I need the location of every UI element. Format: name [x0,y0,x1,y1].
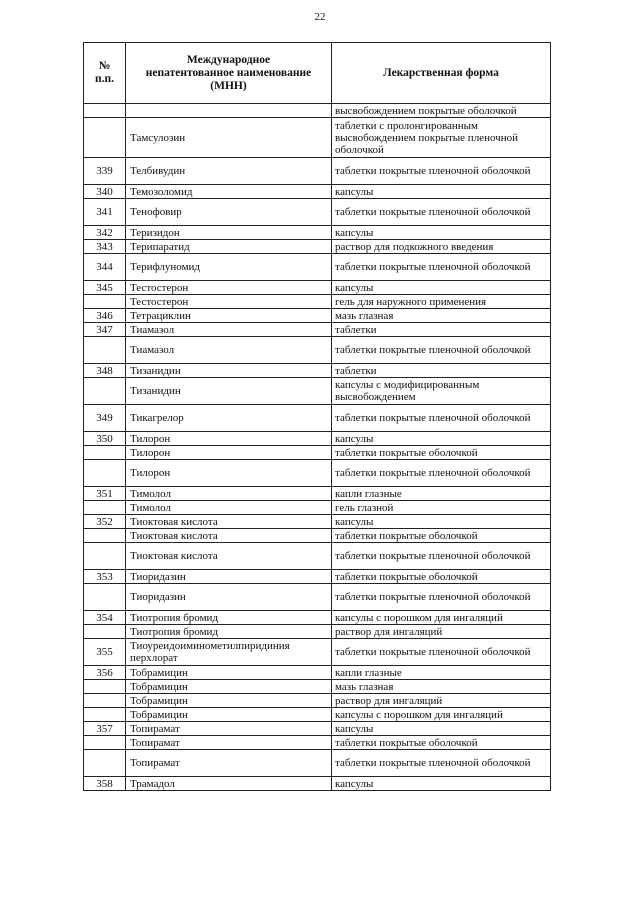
row-number-cell: 344 [84,254,126,281]
table-row [84,254,551,281]
dosage-form-cell: гель для наружного применения [332,295,551,309]
row-number-cell: 340 [84,185,126,199]
dosage-form-cell: раствор для ингаляций [332,694,551,708]
table-row [84,529,551,543]
row-number-cell: 351 [84,487,126,501]
drug-name-cell: Тенофовир [126,199,332,226]
drug-name-cell: Топирамат [126,736,332,750]
row-number-cell [84,501,126,515]
drug-name-cell: Тетрациклин [126,309,332,323]
row-number-cell: 353 [84,570,126,584]
dosage-form-cell: капли глазные [332,487,551,501]
row-number-cell: 341 [84,199,126,226]
header-inn-name [126,43,332,104]
dosage-form-cell: таблетки покрытые оболочкой [332,570,551,584]
header-dosage-form [332,43,551,104]
drug-name-cell: Тиоктовая кислота [126,543,332,570]
table-row [84,281,551,295]
table-row [84,378,551,405]
dosage-form-cell: таблетки покрытые пленочной оболочкой [332,199,551,226]
drug-name-cell: Тобрамицин [126,708,332,722]
row-number-cell: 347 [84,323,126,337]
drug-name-cell: Тестостерон [126,281,332,295]
dosage-form-cell: капсулы с порошком для ингаляций [332,708,551,722]
drug-name-cell: Тилорон [126,432,332,446]
row-number-cell [84,446,126,460]
table-row [84,118,551,158]
table-header-row [84,43,551,104]
drug-name-cell: Тиоуреидоиминометилпиридиния перхлорат [126,639,332,666]
table-row [84,543,551,570]
dosage-form-cell: таблетки покрытые оболочкой [332,736,551,750]
row-number-cell: 357 [84,722,126,736]
drug-name-cell: Топирамат [126,722,332,736]
drug-name-cell: Тиотропия бромид [126,625,332,639]
row-number-cell: 345 [84,281,126,295]
dosage-form-cell: капсулы с модифицированным высвобождением [332,378,551,405]
table-row [84,405,551,432]
drug-name-cell: Тиоктовая кислота [126,529,332,543]
dosage-form-cell: капсулы [332,281,551,295]
table-row [84,446,551,460]
row-number-cell [84,543,126,570]
drug-name-cell: Тиотропия бромид [126,611,332,625]
table-row [84,104,551,118]
row-number-cell: 350 [84,432,126,446]
table-row [84,323,551,337]
drug-name-cell: Тизанидин [126,364,332,378]
drug-name-cell: Телбивудин [126,158,332,185]
row-number-cell: 355 [84,639,126,666]
table-row [84,584,551,611]
drug-name-cell: Топирамат [126,750,332,777]
table-row [84,460,551,487]
table-row [84,777,551,791]
table-row [84,639,551,666]
drug-name-cell: Тилорон [126,460,332,487]
dosage-form-cell: капсулы [332,777,551,791]
drug-name-cell: Тиамазол [126,337,332,364]
row-number-cell: 349 [84,405,126,432]
row-number-cell [84,694,126,708]
row-number-cell [84,118,126,158]
drug-name-cell: Тимолол [126,487,332,501]
drug-list-table [83,42,551,791]
drug-name-cell: Тикагрелор [126,405,332,432]
table-row [84,487,551,501]
dosage-form-cell: таблетки [332,323,551,337]
row-number-cell: 342 [84,226,126,240]
table-row [84,722,551,736]
header-dosage-form-label: Лекарственная форма [383,66,499,79]
drug-name-cell: Тиоридазин [126,584,332,611]
row-number-cell: 352 [84,515,126,529]
drug-name-cell: Тамсулозин [126,118,332,158]
table-body [84,104,551,791]
header-number [84,43,126,104]
row-number-cell [84,736,126,750]
table-row [84,625,551,639]
row-number-cell [84,460,126,487]
row-number-cell [84,378,126,405]
row-number-cell: 339 [84,158,126,185]
dosage-form-cell: раствор для подкожного введения [332,240,551,254]
drug-name-cell: Терипаратид [126,240,332,254]
drug-name-cell: Тобрамицин [126,680,332,694]
table-row [84,240,551,254]
table-row [84,694,551,708]
table-row [84,199,551,226]
row-number-cell [84,708,126,722]
dosage-form-cell: таблетки покрытые пленочной оболочкой [332,405,551,432]
drug-name-cell [126,104,332,118]
dosage-form-cell: таблетки покрытые пленочной оболочкой [332,639,551,666]
dosage-form-cell: капсулы [332,515,551,529]
row-number-cell [84,625,126,639]
dosage-form-cell: таблетки покрытые пленочной оболочкой [332,158,551,185]
dosage-form-cell: таблетки покрытые оболочкой [332,529,551,543]
table-row [84,570,551,584]
drug-name-cell: Терифлуномид [126,254,332,281]
table-row [84,736,551,750]
drug-name-cell: Тобрамицин [126,694,332,708]
drug-name-cell: Тобрамицин [126,666,332,680]
header-number-label: № п.п. [94,60,114,85]
row-number-cell: 358 [84,777,126,791]
drug-name-cell: Теризидон [126,226,332,240]
dosage-form-cell: таблетки покрытые пленочной оболочкой [332,543,551,570]
drug-name-cell: Трамадол [126,777,332,791]
table-row [84,515,551,529]
table-row [84,226,551,240]
dosage-form-cell: капсулы с порошком для ингаляций [332,611,551,625]
table-row [84,680,551,694]
table-row [84,708,551,722]
table-row [84,158,551,185]
row-number-cell [84,104,126,118]
row-number-cell [84,337,126,364]
row-number-cell: 354 [84,611,126,625]
drug-name-cell: Тиоридазин [126,570,332,584]
dosage-form-cell: раствор для ингаляций [332,625,551,639]
table-row [84,364,551,378]
dosage-form-cell: таблетки с пролонгированным высвобождением покрытые пленочной оболочкой [332,118,551,158]
page-number: 22 [314,11,326,23]
dosage-form-cell: таблетки покрытые пленочной оболочкой [332,254,551,281]
dosage-form-cell: капсулы [332,185,551,199]
dosage-form-cell: капсулы [332,432,551,446]
dosage-form-cell: таблетки покрытые пленочной оболочкой [332,584,551,611]
row-number-cell: 356 [84,666,126,680]
table-row [84,666,551,680]
drug-name-cell: Тимолол [126,501,332,515]
table-row [84,750,551,777]
dosage-form-cell: таблетки покрытые пленочной оболочкой [332,337,551,364]
row-number-cell [84,680,126,694]
row-number-cell [84,750,126,777]
drug-name-cell: Тизанидин [126,378,332,405]
dosage-form-cell: капли глазные [332,666,551,680]
table-row [84,611,551,625]
table-row [84,185,551,199]
dosage-form-cell: таблетки покрытые пленочной оболочкой [332,750,551,777]
dosage-form-cell: таблетки покрытые оболочкой [332,446,551,460]
table-row [84,295,551,309]
dosage-form-cell: мазь глазная [332,680,551,694]
drug-name-cell: Тиоктовая кислота [126,515,332,529]
row-number-cell [84,584,126,611]
table-row [84,432,551,446]
dosage-form-cell: капсулы [332,722,551,736]
dosage-form-cell: мазь глазная [332,309,551,323]
row-number-cell: 343 [84,240,126,254]
drug-name-cell: Тилорон [126,446,332,460]
table-row [84,337,551,364]
drug-name-cell: Темозоломид [126,185,332,199]
table-row [84,309,551,323]
drug-name-cell: Тиамазол [126,323,332,337]
row-number-cell [84,529,126,543]
dosage-form-cell: таблетки [332,364,551,378]
header-inn-name-label: Международное непатентованное наименование (МНН) [145,53,312,92]
row-number-cell: 346 [84,309,126,323]
dosage-form-cell: таблетки покрытые пленочной оболочкой [332,460,551,487]
row-number-cell [84,295,126,309]
row-number-cell: 348 [84,364,126,378]
dosage-form-cell: гель глазной [332,501,551,515]
dosage-form-cell: капсулы [332,226,551,240]
table-row [84,501,551,515]
drug-name-cell: Тестостерон [126,295,332,309]
dosage-form-cell: высвобождением покрытые оболочкой [332,104,551,118]
